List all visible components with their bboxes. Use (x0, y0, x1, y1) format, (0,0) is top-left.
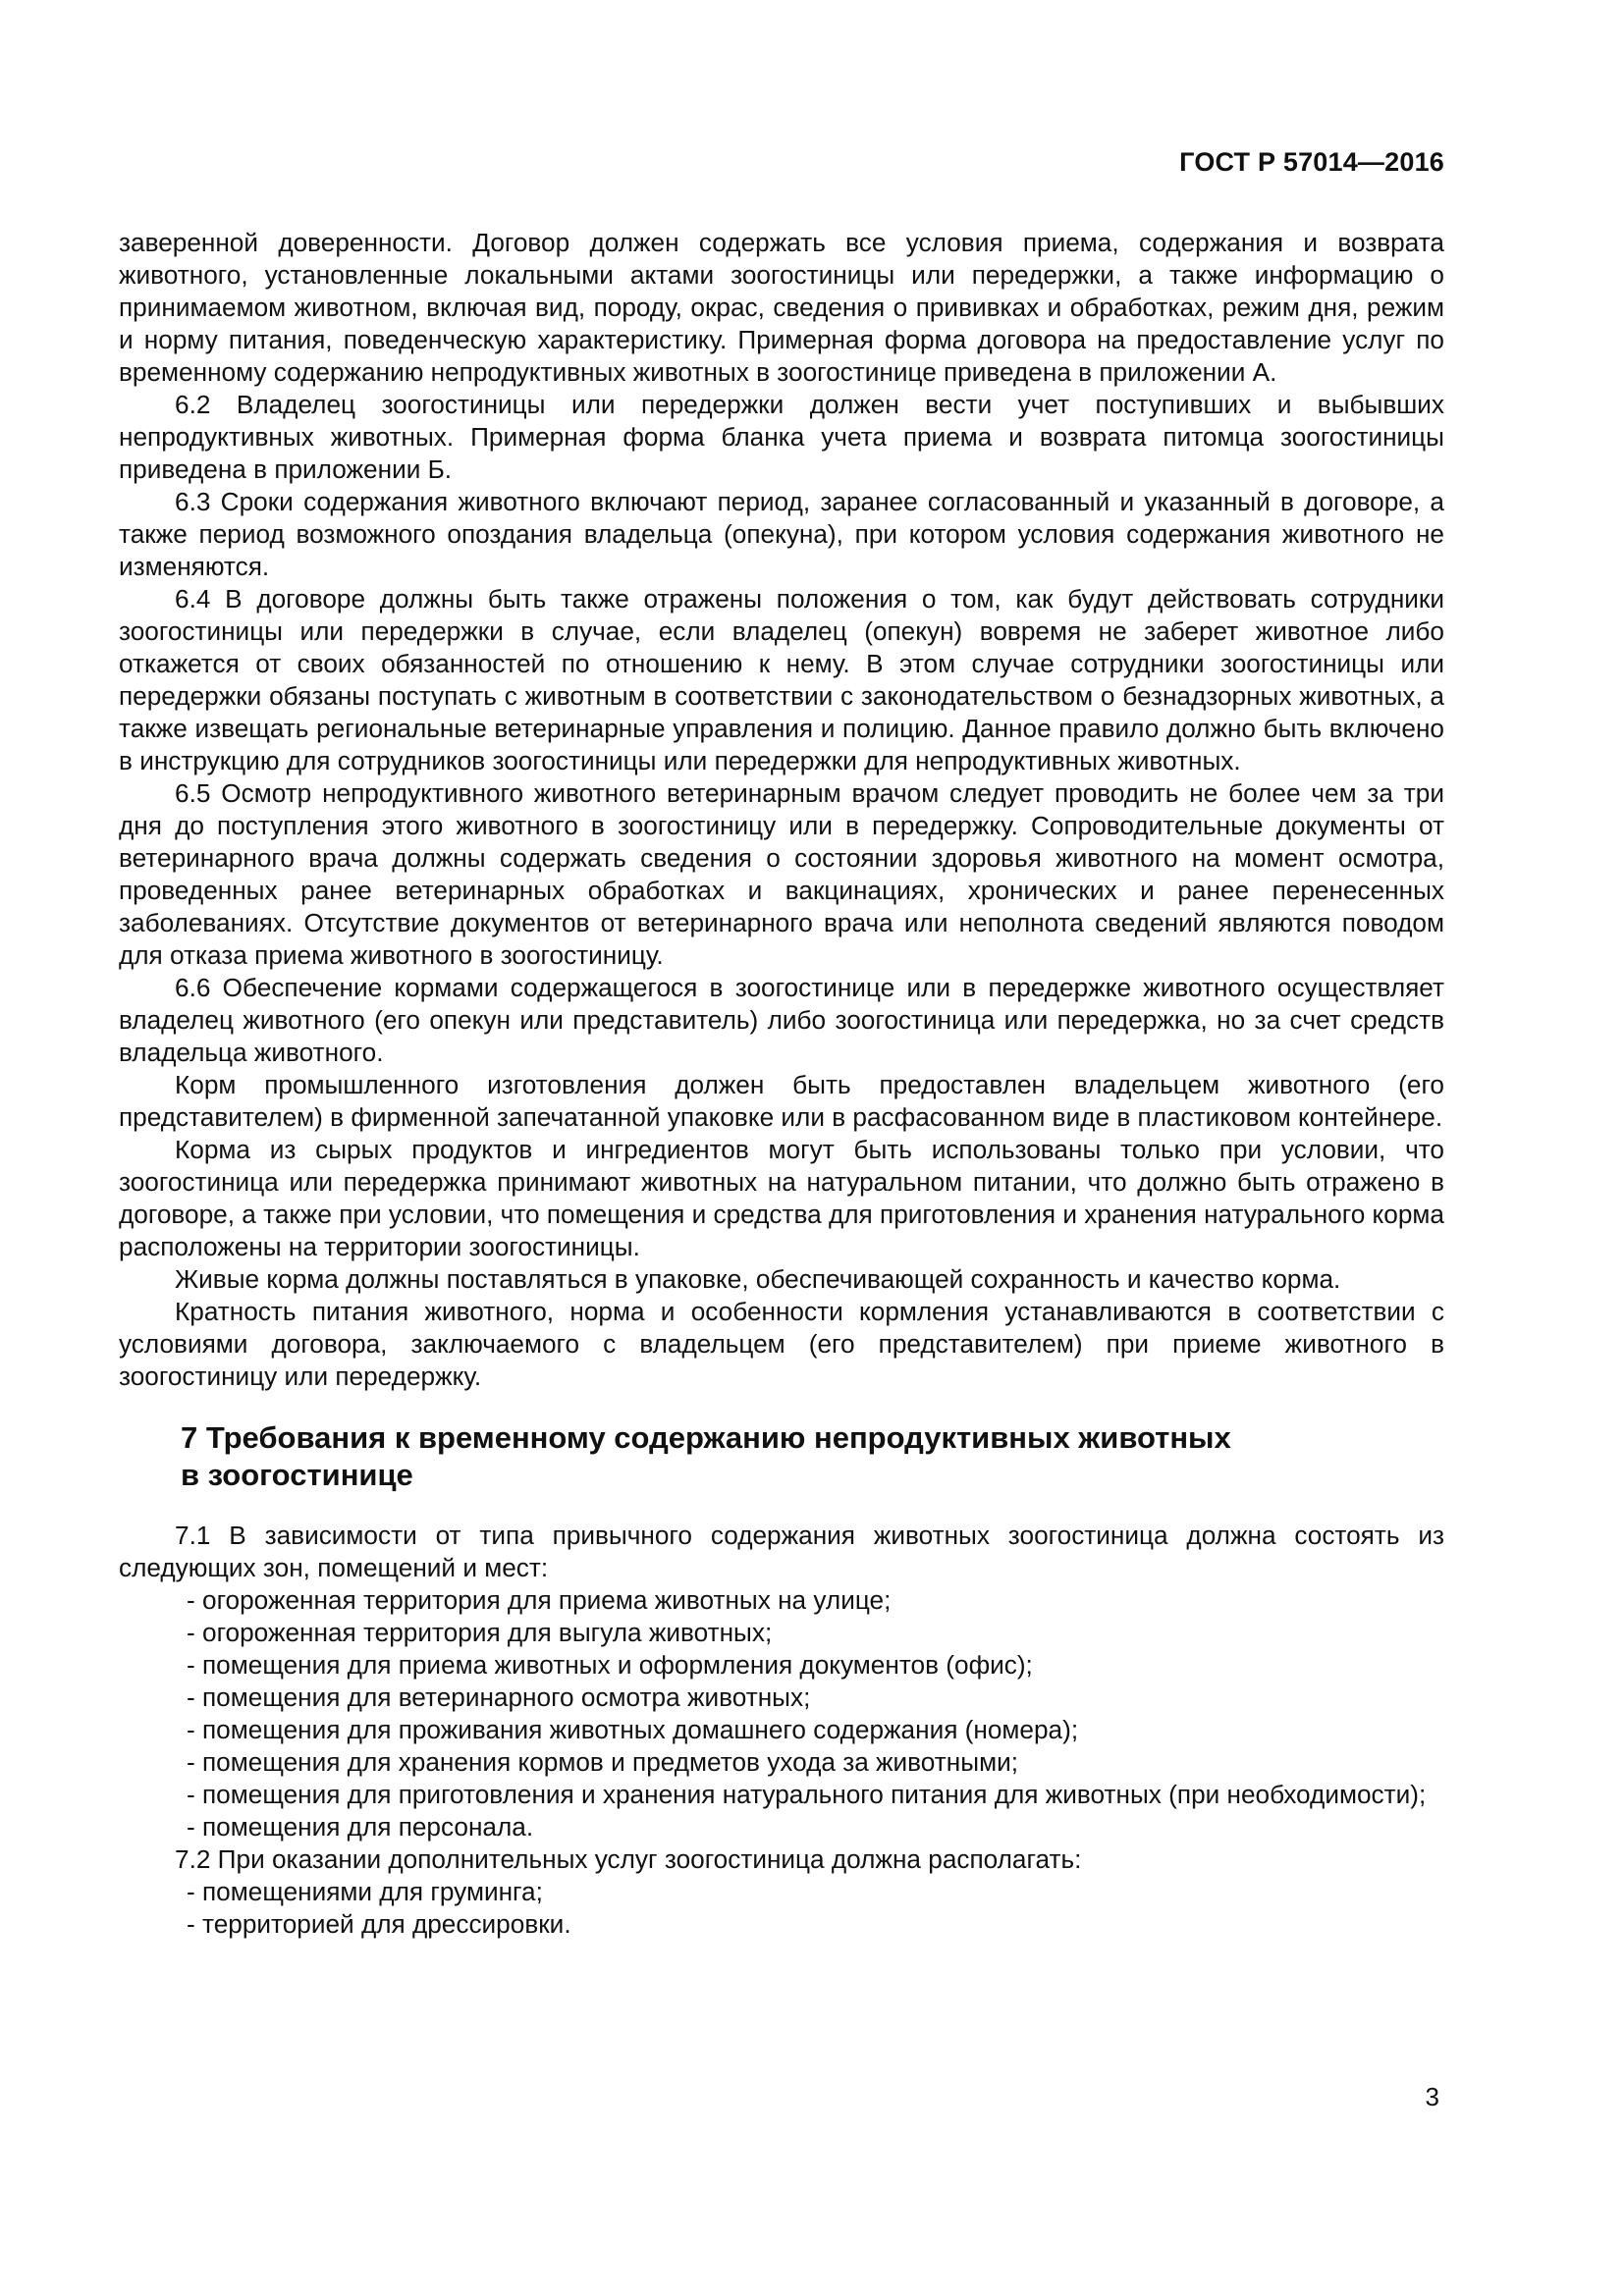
list-7-1 (119, 1584, 1444, 1843)
list-item: - помещения для хранения кормов и предметов ухода за животными; (119, 1746, 1444, 1779)
list-item: - огороженная территория для выгула животных; (119, 1617, 1444, 1649)
paragraph-6-6-feed: Корм промышленного изготовления должен быть предоставлен владельцем животного (его представителем) в фирменной запечатанной упаковке или в расфасованном виде в пластиковом контейнере. (119, 1070, 1444, 1132)
section-7-title-line-1: 7 Требования к временному содержанию непродуктивных животных (181, 1420, 1231, 1455)
list-item: - помещения для приготовления и хранения натурального питания для животных (при необходимости); (119, 1779, 1444, 1811)
document-header: ГОСТ Р 57014—2016 (1179, 147, 1444, 177)
section-7-title-line-2: в зоогостинице (181, 1458, 413, 1492)
list-item: - помещения для проживания животных домашнего содержания (номера); (119, 1714, 1444, 1746)
paragraph-6-2: 6.2 Владелец зоогостиницы или передержки должен вести учет поступивших и выбывших непродуктивных животных. Примерная форма бланка учета приема и возврата питомца зоогостиницы приведена в приложении Б. (119, 390, 1444, 484)
document-body (119, 227, 1444, 1941)
section-7-title (181, 1419, 1339, 1494)
list-item: - огороженная территория для приема животных на улице; (119, 1584, 1444, 1617)
paragraph-6-6: 6.6 Обеспечение кормами содержащегося в зоогостинице или в передержке животного осуществляет владелец животного (его опекун или представитель) либо зоогостиница или передержка, но за счет средств владельца животного. (119, 973, 1444, 1067)
paragraph-6-6-live-feed: Живые корма должны поставляться в упаковке, обеспечивающей сохранность и качество корма. (175, 1264, 1341, 1294)
page-number: 3 (1425, 2082, 1439, 2111)
list-item: - помещения для ветеринарного осмотра животных; (119, 1682, 1444, 1714)
paragraph-6-6-feeding-frequency: Кратность питания животного, норма и особенности кормления устанавливаются в соответствии с условиями договора, заключаемого с владельцем (его представителем) при приеме животного в зоогостиницу или передержку. (119, 1297, 1444, 1391)
paragraph-continuation: заверенной доверенности. Договор должен содержать все условия приема, содержания и возврата животного, установленные локальными актами зоогостиницы или передержки, а также информацию о принимаемом животном, включая вид, породу, окрас, сведения о прививках и обработках, режим дня, режим и норму питания, поведенческую характеристику. Примерная форма договора на предоставление услуг по временному содержанию непродуктивных животных в зоогостинице приведена в приложении А. (119, 228, 1444, 387)
list-item: - помещения для персонала. (119, 1811, 1444, 1843)
list-item: - помещениями для груминга; (119, 1876, 1444, 1908)
paragraph-6-4: 6.4 В договоре должны быть также отражены положения о том, как будут действовать сотрудники зоогостиницы или передержки в случае, если владелец (опекун) вовремя не заберет животное либо откажется от своих обязанностей по отношению к нему. В этом случае сотрудники зоогостиницы или передержки обязаны поступать с животным в соответствии с законодательством о безнадзорных животных, а также извещать региональные ветеринарные управления и полицию. Данное правило должно быть включено в инструкцию для сотрудников зоогостиницы или передержки для непродуктивных животных. (119, 584, 1444, 775)
list-7-2 (119, 1876, 1444, 1941)
paragraph-7-1: 7.1 В зависимости от типа привычного содержания животных зоогостиница должна состоять из следующих зон, помещений и мест: (119, 1521, 1444, 1582)
paragraph-6-6-raw-feed: Корма из сырых продуктов и ингредиентов могут быть использованы только при условии, что зоогостиница или передержка принимают животных на натуральном питании, что должно быть отражено в договоре, а также при условии, что помещения и средства для приготовления и хранения натурального корма расположены на территории зоогостиницы. (119, 1135, 1444, 1261)
paragraph-7-2: 7.2 При оказании дополнительных услуг зоогостиница должна располагать: (175, 1844, 1082, 1874)
list-item: - помещения для приема животных и оформления документов (офис); (119, 1649, 1444, 1682)
paragraph-6-5: 6.5 Осмотр непродуктивного животного ветеринарным врачом следует проводить не более чем за три дня до поступления этого животного в зоогостиницу или в передержку. Сопроводительные документы от ветеринарного врача должны содержать сведения о состоянии здоровья животного на момент осмотра, проведенных ранее ветеринарных обработках и вакцинациях, хронических и ранее перенесенных заболеваниях. Отсутствие документов от ветеринарного врача или неполнота сведений являются поводом для отказа приема животного в зоогостиницу. (119, 778, 1444, 970)
list-item: - территорией для дрессировки. (119, 1908, 1444, 1941)
paragraph-6-3: 6.3 Сроки содержания животного включают период, заранее согласованный и указанный в договоре, а также период возможного опоздания владельца (опекуна), при котором условия содержания животного не изменяются. (119, 487, 1444, 581)
